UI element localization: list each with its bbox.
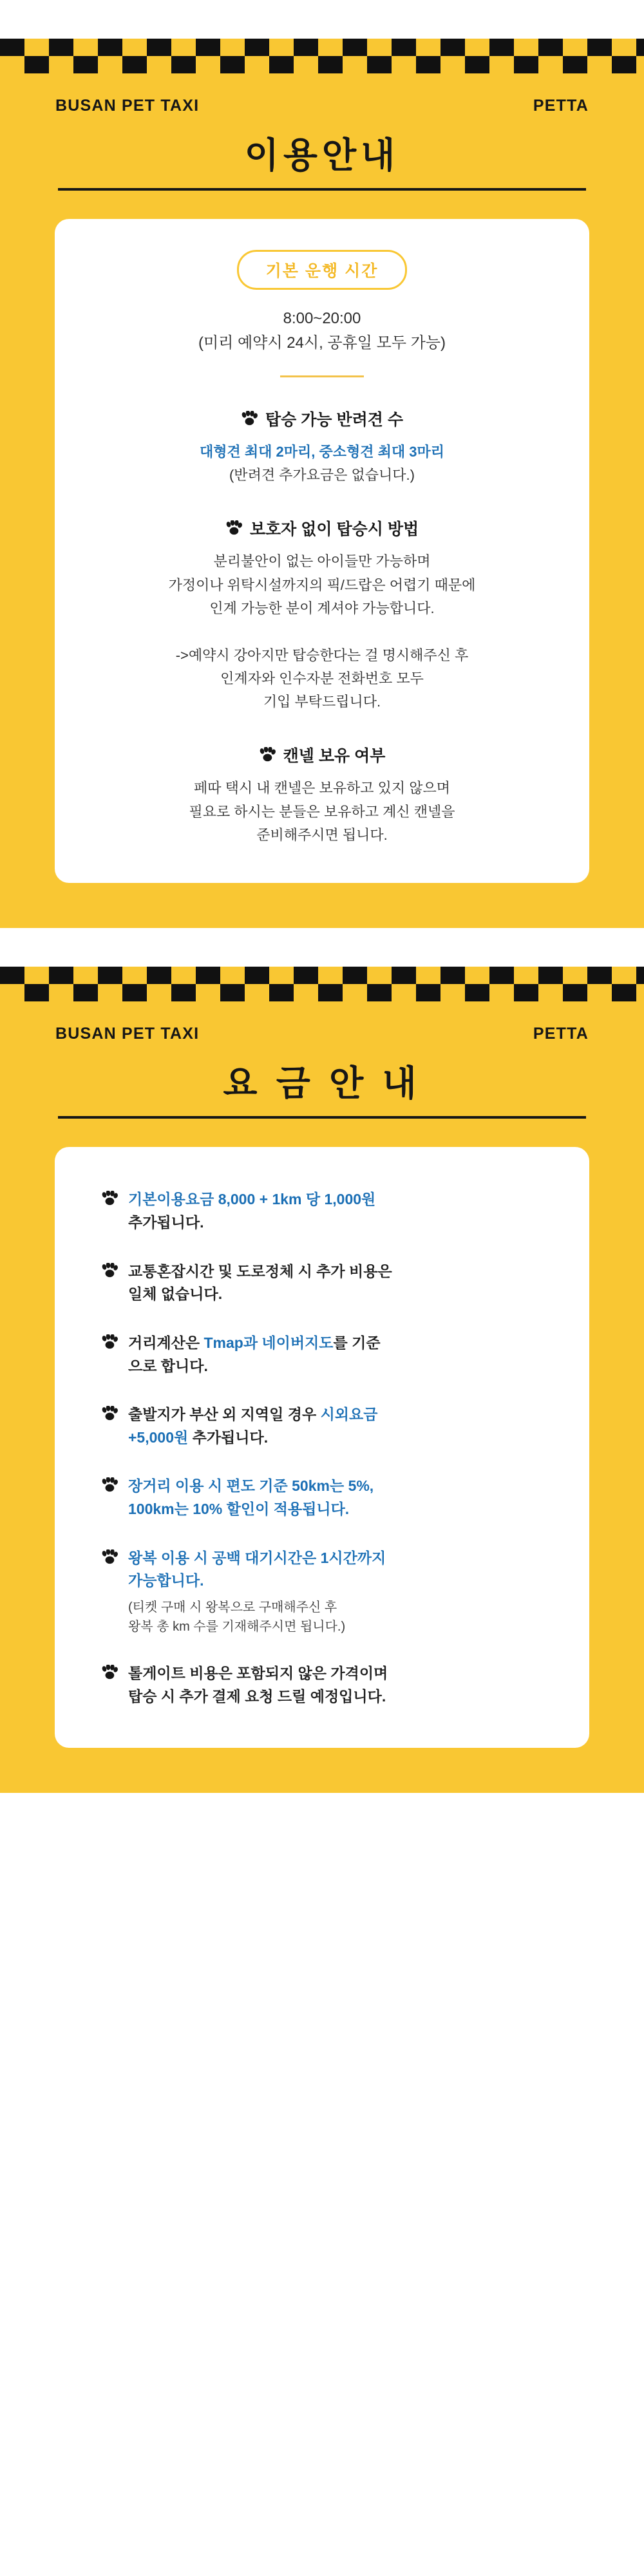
fare-text-part: 장거리 이용 시 편도 기준 50km는 5%, (128, 1477, 374, 1495)
operating-hours-main: 8:00~20:00 (283, 310, 361, 327)
paw-icon (101, 1263, 118, 1278)
fare-item-line (128, 1211, 375, 1235)
fare-text-part: 왕복 이용 시 공백 대기시간은 1시간까지 (128, 1549, 386, 1566)
paw-icon (101, 1549, 118, 1565)
fare-text-part: 탑승 시 추가 결제 요청 드릴 예정입니다. (128, 1687, 386, 1705)
poster1-sections (93, 407, 551, 848)
section-heading-text: 탑승 가능 반려견 수 (265, 410, 404, 429)
section-body-line: 기입 부탁드립니다. (263, 694, 381, 710)
fare-item (101, 1475, 547, 1520)
fare-item-line (128, 1188, 375, 1211)
paw-icon (101, 1191, 118, 1206)
fare-item-line (128, 1498, 374, 1521)
fare-text-part: 거리계산은 (128, 1334, 204, 1351)
section-divider (280, 375, 364, 377)
paw-icon (101, 1665, 118, 1680)
fare-text-part: 기본이용요금 8,000 + 1km 당 1,000원 (128, 1191, 376, 1208)
section-body-line: (반려견 추가요금은 없습니다.) (229, 467, 415, 484)
fare-item-text (128, 1188, 375, 1234)
section-body-line: 인계 가능한 분이 계셔야 가능합니다. (209, 600, 435, 616)
paw-icon (259, 747, 276, 762)
section-body (93, 777, 551, 847)
brand-name-right: PETTA (533, 97, 589, 115)
section-heading (93, 516, 551, 540)
fare-text-part: 추가됩니다. (188, 1428, 269, 1446)
section-body-line: 필요로 하시는 분들은 보유하고 계신 캔넬을 (189, 803, 455, 820)
operating-hours-block (93, 307, 551, 356)
fare-item-line (128, 1685, 388, 1709)
fare-item-text (128, 1403, 377, 1449)
fare-item (101, 1403, 547, 1449)
fare-item (101, 1547, 547, 1636)
poster2-title-rule (58, 1116, 586, 1119)
paw-icon (241, 411, 258, 426)
fare-item-text (128, 1475, 374, 1520)
fare-item-line (128, 1332, 381, 1355)
paw-icon (225, 520, 242, 536)
poster1-title: 이용안내 (244, 135, 400, 175)
fare-item-text (128, 1260, 392, 1306)
fare-item-line (128, 1355, 381, 1378)
fare-item-line (128, 1547, 386, 1570)
section-heading-text: 캔넬 보유 여부 (283, 747, 386, 766)
fare-item-line (128, 1662, 388, 1685)
fare-text-part: 100km는 10% 할인이 적용됩니다. (128, 1501, 350, 1518)
operating-hours-pill: 기본 운행 시간 (237, 250, 408, 290)
fare-item-line (128, 1283, 392, 1306)
poster1-brand-row (0, 73, 644, 115)
fare-item-line (128, 1426, 377, 1450)
section-heading (93, 743, 551, 766)
fare-item-line (128, 1260, 392, 1283)
fare-item-text (128, 1332, 381, 1378)
fare-text-part: 출발지가 부산 외 지역일 경우 (128, 1406, 321, 1423)
fare-text-part: 가능합니다. (128, 1572, 204, 1589)
paw-icon (101, 1477, 118, 1493)
poster2-brand-row (0, 1001, 644, 1043)
section-body-line: ->예약시 강아지만 탑승한다는 걸 명시해주신 후 (175, 647, 469, 663)
brand-name-left: BUSAN PET TAXI (55, 97, 200, 115)
fare-item (101, 1260, 547, 1306)
section-body (93, 550, 551, 714)
taxi-checker-stripe (0, 967, 644, 1001)
section-body-line: 준비해주시면 됩니다. (256, 827, 388, 844)
fare-text-part: 일체 없습니다. (128, 1285, 223, 1303)
brand-name-left: BUSAN PET TAXI (55, 1025, 200, 1043)
fare-text-part: Tmap과 네이버지도 (204, 1334, 334, 1351)
fare-item-note-line: (티켓 구매 시 왕복으로 구매해주신 후 (128, 1600, 337, 1615)
fare-item-note-line: 왕복 총 km 수를 기재해주시면 됩니다.) (128, 1620, 346, 1634)
fare-item-line (128, 1475, 374, 1498)
fare-list (93, 1178, 551, 1712)
section-body-line: 인계자와 인수자분 전화번호 모두 (220, 670, 424, 687)
section-heading (93, 407, 551, 430)
brand-name-right: PETTA (533, 1025, 589, 1043)
fare-item-text (128, 1547, 386, 1636)
fare-item (101, 1332, 547, 1378)
fare-info-poster (0, 967, 644, 1793)
section-body-line: 페따 택시 내 캔넬은 보유하고 있지 않으며 (194, 780, 450, 797)
paw-icon (101, 1334, 118, 1350)
section-body-line: 분리불안이 없는 아이들만 가능하며 (213, 553, 431, 570)
fare-text-part: 시외요금 (320, 1406, 378, 1423)
fare-text-part: 으로 합니다. (128, 1357, 208, 1374)
fare-text-part: +5,000원 (128, 1428, 189, 1446)
fare-text-part: 를 기준 (333, 1334, 381, 1351)
fare-text-part: 추가됩니다. (128, 1213, 204, 1231)
section-body-line: 가정이나 위탁시설까지의 픽/드랍은 어렵기 때문에 (168, 576, 476, 593)
poster1-title-rule (58, 188, 586, 191)
fare-item-line (128, 1403, 377, 1426)
fare-text-part: 교통혼잡시간 및 도로정체 시 추가 비용은 (128, 1262, 392, 1280)
usage-info-poster (0, 39, 644, 928)
fare-item (101, 1188, 547, 1234)
fare-item-line (128, 1569, 386, 1593)
fare-item-note (128, 1598, 386, 1636)
fare-item-text (128, 1662, 388, 1708)
line-gap (93, 620, 551, 643)
poster2-title: 요 금 안 내 (223, 1063, 421, 1104)
operating-hours-pill-wrap (93, 250, 551, 290)
poster2-panel (55, 1147, 589, 1748)
fare-item (101, 1662, 547, 1708)
section-body-line: 대형견 최대 2마리, 중소형견 최대 3마리 (200, 443, 444, 460)
section-body (93, 440, 551, 488)
taxi-checker-stripe (0, 39, 644, 73)
section-heading-text: 보호자 없이 탑승시 방법 (249, 520, 419, 539)
poster1-panel (55, 219, 589, 883)
fare-text-part: 톨게이트 비용은 포함되지 않은 가격이며 (128, 1665, 388, 1682)
paw-icon (101, 1406, 118, 1421)
operating-hours-sub: (미리 예약시 24시, 공휴일 모두 가능) (198, 334, 446, 352)
